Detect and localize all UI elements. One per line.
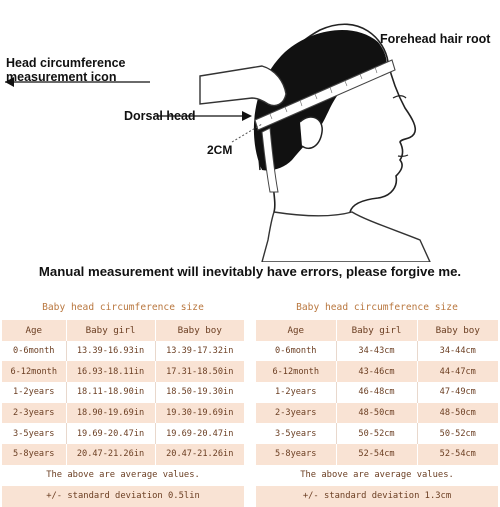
size-table-inches: [2, 296, 244, 500]
cell-girl: 46-48cm: [336, 382, 417, 403]
shoulder-outline: [262, 212, 430, 262]
cell-girl: 48-50cm: [336, 403, 417, 424]
cell-boy: 17.31-18.50in: [155, 361, 244, 382]
table-row: [2, 361, 244, 382]
cell-boy: 18.50-19.30in: [155, 382, 244, 403]
cell-boy: 19.69-20.47in: [155, 423, 244, 444]
cell-boy: 52-54cm: [417, 444, 498, 465]
table-row: [2, 341, 244, 362]
cell-age: 1-2years: [2, 382, 66, 403]
cm-label: 2CM: [207, 143, 233, 157]
table-row: [2, 423, 244, 444]
cell-age: 3-5years: [2, 423, 66, 444]
cell-age: 5-8years: [256, 444, 336, 465]
header-boy: Baby boy: [155, 320, 244, 341]
dorsal-head-label: Dorsal head: [124, 109, 196, 123]
cell-age: 3-5years: [256, 423, 336, 444]
head-icon-label-line2: measurement icon: [6, 70, 117, 84]
table-footer-deviation: +/- standard deviation 1.3cm: [256, 486, 498, 507]
cell-girl: 18.11-18.90in: [66, 382, 155, 403]
header-row: [2, 320, 244, 341]
size-table-cm: [256, 296, 498, 500]
table-footer-deviation: +/- standard deviation 0.5lin: [2, 486, 244, 507]
cell-girl: 16.93-18.11in: [66, 361, 155, 382]
hand: [200, 66, 286, 106]
cell-girl: 13.39-16.93in: [66, 341, 155, 362]
cell-age: 6-12month: [2, 361, 66, 382]
cell-boy: 19.30-19.69in: [155, 403, 244, 424]
header-girl: Baby girl: [66, 320, 155, 341]
header-girl: Baby girl: [336, 320, 417, 341]
cell-boy: 34-44cm: [417, 341, 498, 362]
header-age: Age: [256, 320, 336, 341]
header-age: Age: [2, 320, 66, 341]
cell-age: 2-3years: [256, 403, 336, 424]
table-row: [256, 423, 498, 444]
table-row: [2, 444, 244, 465]
cell-boy: 13.39-17.32in: [155, 341, 244, 362]
forehead-label: Forehead hair root: [380, 32, 491, 46]
cell-girl: 18.90-19.69in: [66, 403, 155, 424]
cell-girl: 19.69-20.47in: [66, 423, 155, 444]
error-note: Manual measurement will inevitably have errors, please forgive me.: [38, 264, 462, 279]
cell-age: 1-2years: [256, 382, 336, 403]
cell-boy: 44-47cm: [417, 361, 498, 382]
header-row: [256, 320, 498, 341]
table-title: Baby head circumference size: [256, 296, 498, 320]
cell-boy: 50-52cm: [417, 423, 498, 444]
table-row: [256, 444, 498, 465]
table-row: [256, 403, 498, 424]
cell-girl: 43-46cm: [336, 361, 417, 382]
table-title: Baby head circumference size: [2, 296, 244, 320]
mouth: [398, 155, 408, 156]
cell-age: 0-6month: [256, 341, 336, 362]
size-grid: [256, 320, 498, 465]
cell-boy: 48-50cm: [417, 403, 498, 424]
table-row: [256, 341, 498, 362]
size-grid: [2, 320, 244, 465]
table-row: [2, 403, 244, 424]
ear: [300, 117, 322, 148]
table-row: [2, 382, 244, 403]
cell-age: 5-8years: [2, 444, 66, 465]
cell-girl: 50-52cm: [336, 423, 417, 444]
cell-boy: 47-49cm: [417, 382, 498, 403]
table-footer-average: The above are average values.: [256, 465, 498, 486]
cell-age: 0-6month: [2, 341, 66, 362]
cell-boy: 20.47-21.26in: [155, 444, 244, 465]
table-row: [256, 361, 498, 382]
table-footer-average: The above are average values.: [2, 465, 244, 486]
cell-girl: 20.47-21.26in: [66, 444, 155, 465]
cell-girl: 52-54cm: [336, 444, 417, 465]
cell-age: 2-3years: [2, 403, 66, 424]
cell-girl: 34-43cm: [336, 341, 417, 362]
table-row: [256, 382, 498, 403]
head-icon-label-line1: Head circumference: [6, 56, 126, 70]
header-boy: Baby boy: [417, 320, 498, 341]
cell-age: 6-12month: [256, 361, 336, 382]
